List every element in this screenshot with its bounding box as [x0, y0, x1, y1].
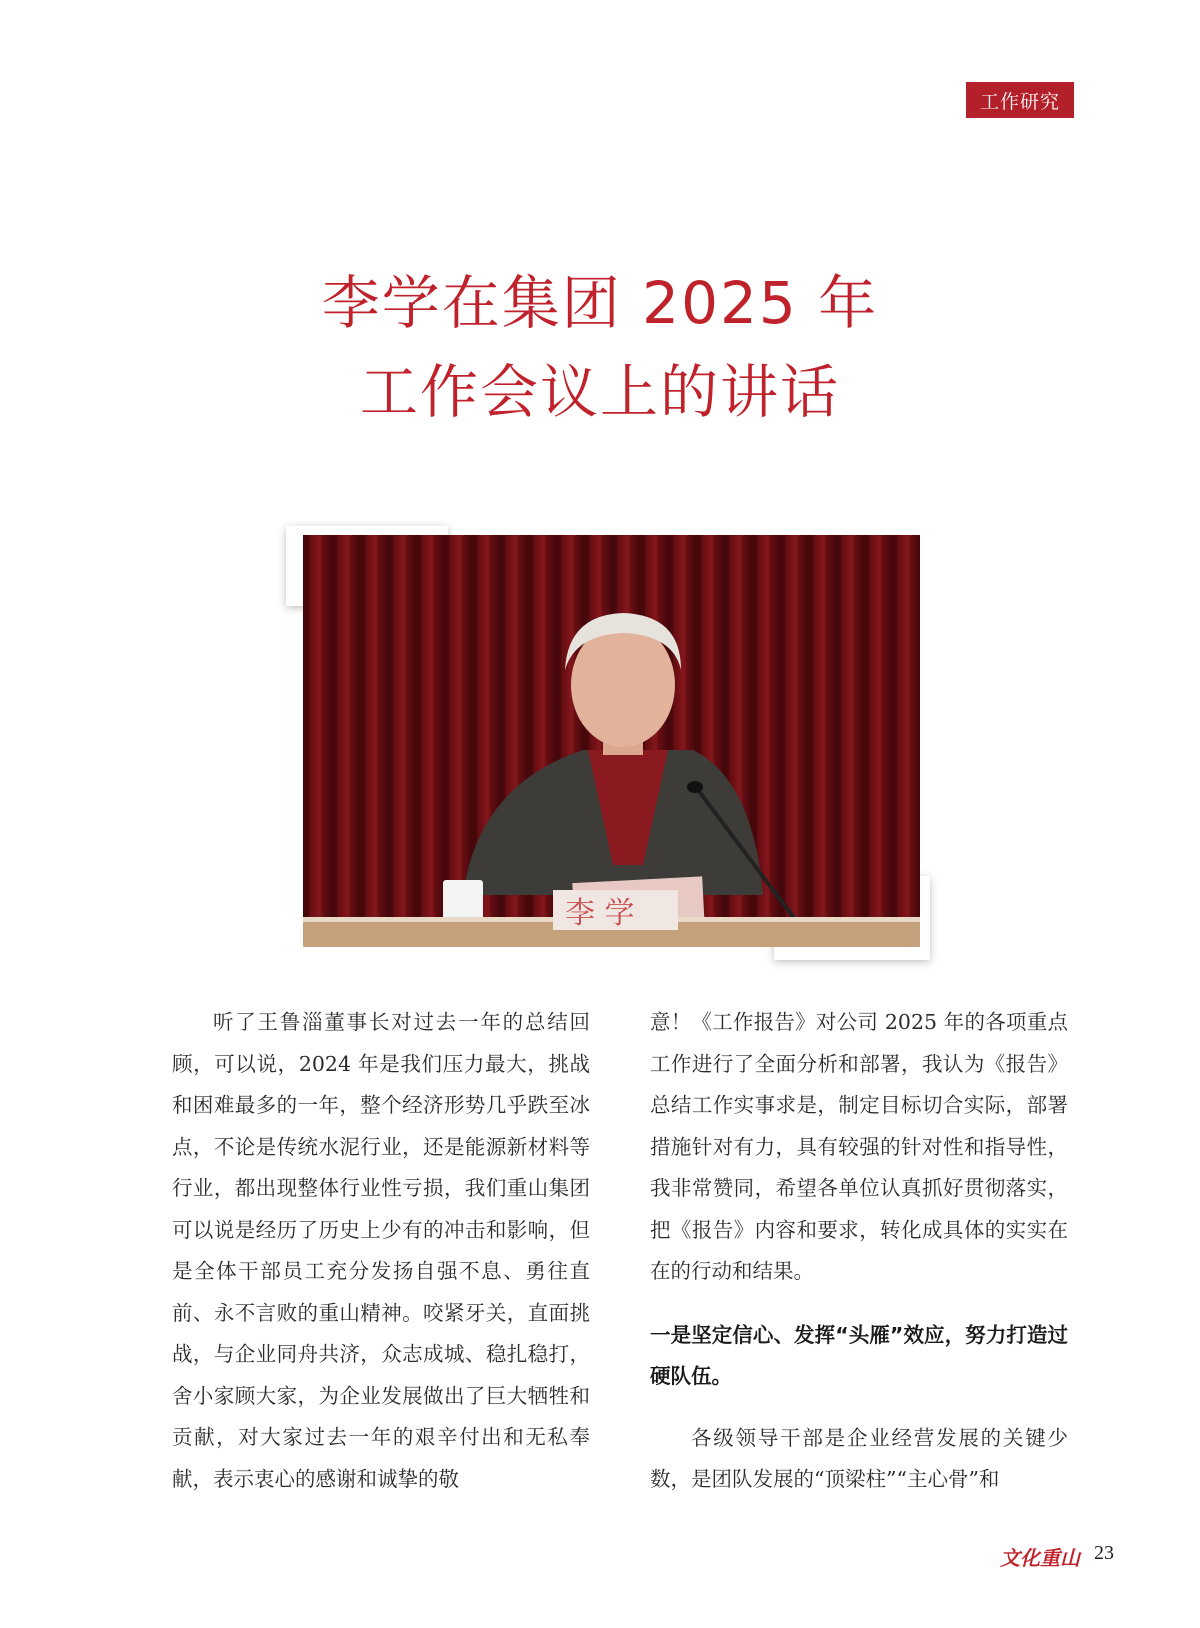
- nameplate-label: 李 学: [565, 896, 635, 931]
- paragraph: 各级领导干部是企业经营发展的关键少数，是团队发展的“顶梁柱”“主心骨”和: [650, 1425, 1068, 1491]
- article-column-left: [172, 1002, 590, 1500]
- section-tag: 工作研究: [966, 82, 1074, 118]
- speaker-at-podium-photo-icon: [303, 535, 920, 947]
- section-heading: 一是坚定信心、发挥“头雁”效应，努力打造过硬队伍。: [650, 1322, 1068, 1388]
- magazine-logo: 文化重山: [1000, 1546, 1080, 1570]
- paragraph: 听了王鲁淄董事长对过去一年的总结回顾，可以说，2024 年是我们压力最大，挑战和困难最多的一年，整个经济形势几乎跌至冰点，不论是传统水泥行业，还是能源新材料等行业，都出现整体行业性亏损，我们重山集团可以说是经历了历史上少有的冲击和影响，但是全体干部员工充分发扬自强不息、勇往直前、永不言败的重山精神。咬紧牙关，直面挑战，与企业同舟共济，众志成城、稳扎稳打，舍小家顾大家，为企业发展做出了巨大牺牲和贡献，对大家过去一年的艰辛付出和无私奉献，表示衷心的感谢和诚挚的敬: [172, 1010, 590, 1491]
- speaker-photo: [303, 535, 920, 947]
- article-title-line1: 李学在集团 2025 年: [321, 269, 879, 337]
- article-column-right: [650, 1002, 1068, 1501]
- article-title-line2: 工作会议上的讲话: [359, 358, 840, 426]
- paragraph-continuation: 意！《工作报告》对公司 2025 年的各项重点工作进行了全面分析和部署，我认为《报告》总结工作实事求是，制定目标切合实际，部署措施针对有力，具有较强的针对性和指导性，我非常赞同，希望各单位认真抓好贯彻落实，把《报告》内容和要求，转化成具体的实实在在的行动和结果。: [650, 1010, 1068, 1283]
- page-number: 23: [1094, 1542, 1114, 1564]
